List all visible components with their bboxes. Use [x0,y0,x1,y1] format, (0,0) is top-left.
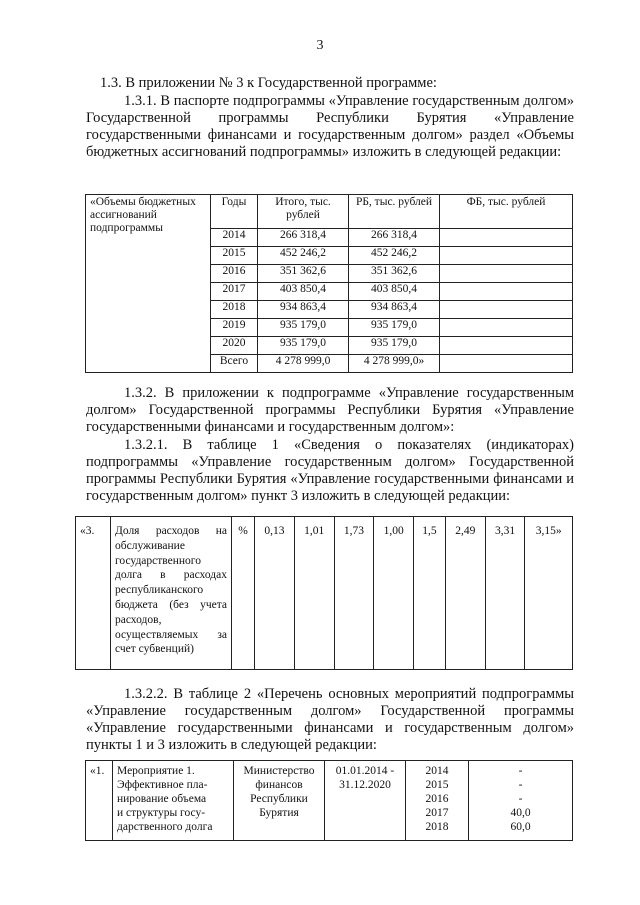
budget-rb: 4 278 999,0» [349,355,440,373]
budget-total: 351 362,6 [258,265,349,283]
section-1-3-2-1: 1.3.2.1. В таблице 1 «Сведения о показателях (индикаторах) подпрограммы «Управление государственным долгом» Государственной программы Республики Бурятия «Управление государственными финансами и государственным долгом» пункт 3 изложить в следующей редакции: [86,437,574,504]
indicator-row [76,517,573,670]
events-table [85,760,573,841]
budget-fb [440,301,573,319]
event-executor-line: Бурятия [259,807,299,819]
event-name-line: нирование объема [117,793,207,805]
event-year: 2014 [425,765,449,777]
budget-year: 2017 [211,283,258,301]
event-period-line: 31.12.2020 [339,779,391,791]
event-executor-line: Министерство [243,765,315,777]
budget-fb [440,265,573,283]
budget-year: Всего [211,355,258,373]
indicator-table [75,516,573,670]
indicator-value: 3,31 [485,517,525,670]
budget-rb: 935 179,0 [349,337,440,355]
section-1-3: 1.3. В приложении № 3 к Государственной программе: [100,75,437,91]
event-amount: - [518,793,523,805]
indicator-value: 3,15» [525,517,573,670]
event-amount: - [518,779,523,791]
event-executor-line: Республики [250,793,308,805]
budget-table-header-row [86,195,573,229]
budget-rb: 351 362,6 [349,265,440,283]
budget-total: 935 179,0 [258,337,349,355]
event-period [325,761,406,841]
budget-header-fb: ФБ, тыс. рублей [440,195,573,229]
event-amount: - [518,765,523,777]
budget-year: 2020 [211,337,258,355]
section-1-3-2: 1.3.2. В приложении к подпрограмме «Управление государственным долгом» Государственной программы Республики Бурятия «Управление государственными финансами и государственным долгом»: [86,385,574,435]
event-name-line: Эффективное пла- [117,779,208,791]
budget-total: 934 863,4 [258,301,349,319]
budget-table [85,194,573,373]
budget-total: 403 850,4 [258,283,349,301]
event-amount: 60,0 [510,821,531,833]
section-1-3-1: 1.3.1. В паспорте подпрограммы «Управление государственным долгом» Государственной программы Республики Бурятия «Управление государственными финансами и государственным долгом» раздел «Объемы бюджетных ассигнований подпрограммы» изложить в следующей редакции: [86,93,574,160]
event-name-line: Мероприятие 1. [117,765,195,777]
event-amounts [469,761,573,841]
budget-rb: 935 179,0 [349,319,440,337]
event-number: «1. [86,761,113,841]
indicator-number: «3. [76,517,111,670]
budget-header-year: Годы [211,195,258,229]
budget-fb [440,319,573,337]
budget-fb [440,247,573,265]
budget-table-label: «Объемы бюджетных ассигнований подпрограммы [86,195,211,373]
budget-year: 2016 [211,265,258,283]
budget-total: 4 278 999,0 [258,355,349,373]
budget-rb: 403 850,4 [349,283,440,301]
indicator-value: 1,00 [374,517,414,670]
indicator-value: 0,13 [255,517,295,670]
event-amount: 40,0 [510,807,531,819]
budget-year: 2018 [211,301,258,319]
budget-rb: 266 318,4 [349,229,440,247]
indicator-description: Доля расходов на обслуживание государственного долга в расходах республиканского бюджета (без учета расходов, осуществляемых за счет субвенций) [111,517,232,670]
event-period-line: 01.01.2014 - [335,765,395,777]
budget-header-total: Итого, тыс. рублей [258,195,349,229]
budget-total: 266 318,4 [258,229,349,247]
page-number: 3 [316,38,324,53]
indicator-value: 1,5 [414,517,446,670]
budget-year: 2019 [211,319,258,337]
event-year: 2017 [425,807,449,819]
budget-fb [440,337,573,355]
budget-header-rb: РБ, тыс. рублей [349,195,440,229]
budget-year: 2014 [211,229,258,247]
budget-total: 935 179,0 [258,319,349,337]
indicator-value: 1,73 [334,517,374,670]
section-1-3-2-2: 1.3.2.2. В таблице 2 «Перечень основных мероприятий подпрограммы «Управление государственным долгом» Государственной программы «Управление государственными финансами и государственным долгом» пункты 1 и 3 изложить в следующей редакции: [86,686,574,753]
events-row [86,761,573,841]
budget-total: 452 246,2 [258,247,349,265]
indicator-value: 2,49 [445,517,485,670]
budget-rb: 452 246,2 [349,247,440,265]
event-years [406,761,469,841]
budget-rb: 934 863,4 [349,301,440,319]
event-name [113,761,234,841]
indicator-value: 1,01 [294,517,334,670]
budget-fb [440,229,573,247]
event-year: 2018 [425,821,449,833]
indicator-unit: % [232,517,255,670]
event-year: 2015 [425,779,449,791]
event-executor [234,761,325,841]
event-executor-line: финансов [255,779,303,791]
event-name-line: дарственного долга [117,821,213,833]
budget-fb [440,355,573,373]
budget-fb [440,283,573,301]
budget-year: 2015 [211,247,258,265]
event-year: 2016 [425,793,449,805]
event-name-line: и структуры госу- [117,807,206,819]
